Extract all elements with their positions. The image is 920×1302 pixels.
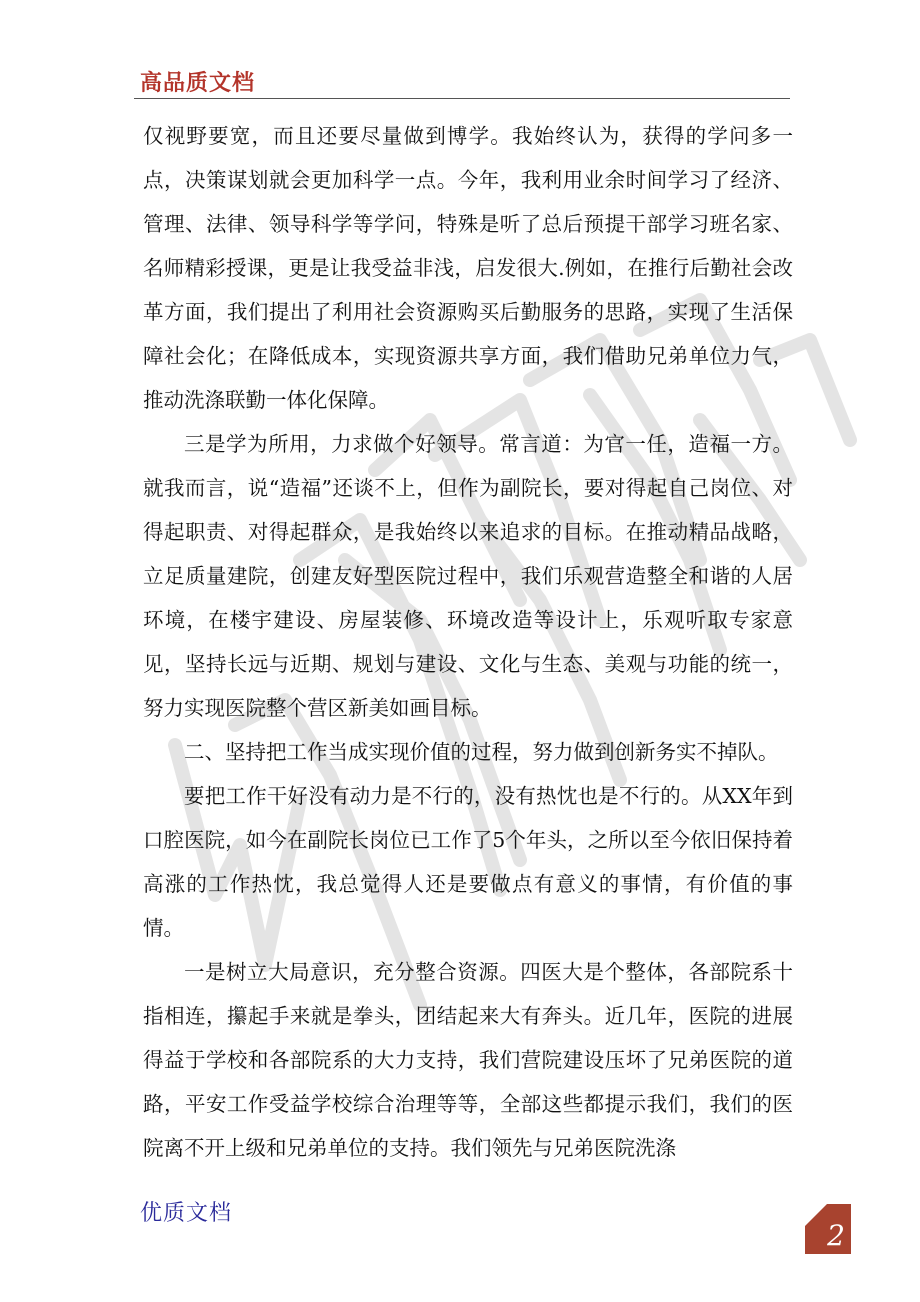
paragraph: 二、坚持把工作当成实现价值的过程，努力做到创新务实不掉队。 <box>184 740 779 764</box>
page-number-badge <box>805 1204 851 1254</box>
paragraph: 仅视野要宽，而且还要尽量做到博学。我始终认为，获得的学问多一点，决策谋划就会更加科学一点。今年，我利用业余时间学习了经济、管理、法律、领导科学等学问，特殊是听了总后预提干部学习班名家、名师精彩授课，更是让我受益非浅，启发很大.例如，在推行后勤社会改革方面，我们提出了利用社会资源购买后勤服务的思路，实现了生活保障社会化；在降低成本，实现资源共享方面，我们借助兄弟单位力气，推动洗涤联勤一体化保障。 <box>143 124 793 412</box>
page-number: 2 <box>827 1219 845 1252</box>
header-divider <box>134 98 790 99</box>
header-title: 高品质文档 <box>140 71 256 96</box>
footer-title: 优质文档 <box>140 1201 233 1226</box>
paragraph: 三是学为所用，力求做个好领导。常言道：为官一任，造福一方。就我而言，说“造福”还谈不上，但作为副院长，要对得起自己岗位、对得起职责、对得起群众，是我始终以来追求的目标。在推动精品战略，立足质量建院，创建友好型医院过程中，我们乐观营造整全和谐的人居环境，在楼宇建设、房屋装修、环境改造等设计上，乐观听取专家意见，坚持长远与近期、规划与建设、文化与生态、美观与功能的统一，努力实现医院整个营区新美如画目标。 <box>143 432 793 720</box>
document-body <box>143 114 793 1170</box>
paragraph: 一是树立大局意识，充分整合资源。四医大是个整体，各部院系十指相连，攥起手来就是拳头，团结起来大有奔头。近几年，医院的进展得益于学校和各部院系的大力支持，我们营院建设压坏了兄弟医院的道路，平安工作受益学校综合治理等等，全部这些都提示我们，我们的医院离不开上级和兄弟单位的支持。我们领先与兄弟医院洗涤 <box>143 960 793 1160</box>
paragraph: 要把工作干好没有动力是不行的，没有热忱也是不行的。从XX年到口腔医院，如今在副院长岗位已工作了5个年头，之所以至今依旧保持着高涨的工作热忱，我总觉得人还是要做点有意义的事情，有价值的事情。 <box>143 784 793 940</box>
